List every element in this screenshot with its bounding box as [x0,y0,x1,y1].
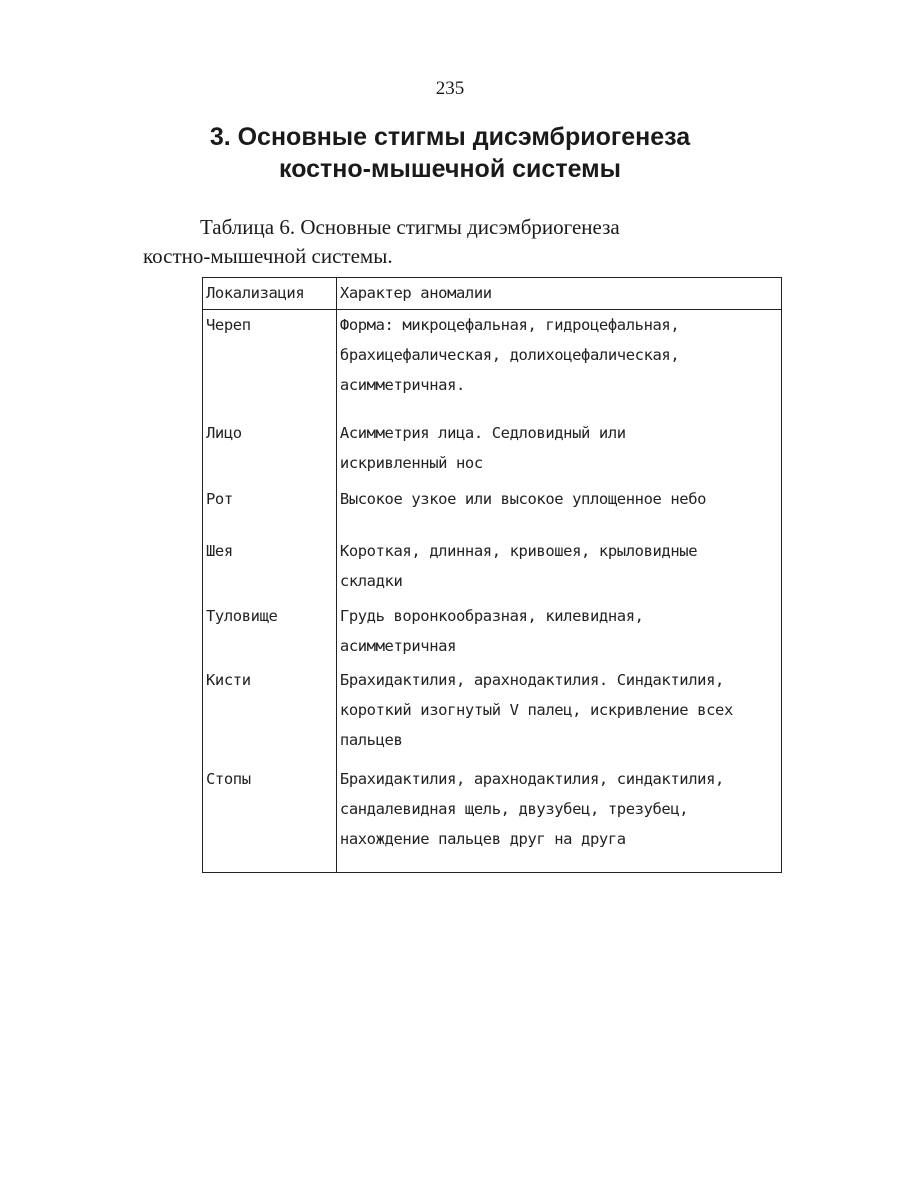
anomaly-line: Форма: микроцефальная, гидроцефальная, [339,316,680,334]
table-row [203,764,782,872]
header-location: Локализация [203,278,337,310]
anomaly-line: Брахидактилия, арахнодактилия, синдактилия, [339,770,724,789]
cell-location: Рот [203,484,337,536]
anomaly-line: Брахидактилия, арахнодактилия. Синдактилия, [339,671,724,690]
cell-location: Череп [203,310,337,418]
cell-anomaly [336,310,781,418]
cell-location: Шея [203,536,337,601]
cell-anomaly [336,665,781,764]
table-row [203,418,782,485]
anomaly-line: брахицефалическая, долихоцефалическая, [339,346,680,364]
section-heading [120,121,780,185]
table-row [203,536,782,601]
anomaly-line: Асимметрия лица. Седловидный или [339,423,626,442]
table-row [203,310,782,418]
cell-location: Кисти [203,665,337,764]
anomaly-line: короткий изогнутый V палец, искривление всех [339,701,733,720]
anomaly-line: Грудь воронкообразная, килевидная, [339,606,644,625]
table-caption [143,213,757,271]
cell-anomaly [336,418,781,485]
header-anomaly: Характер аномалии [336,278,781,310]
cell-anomaly [336,484,781,536]
anomaly-line: асимметричная. [339,376,465,394]
page-number: 235 [435,78,465,99]
cell-location: Лицо [203,418,337,485]
table-row [203,601,782,666]
cell-anomaly [336,601,781,666]
cell-location: Туловище [203,601,337,666]
anomaly-line: сандалевидная щель, двузубец, трезубец, [339,800,689,819]
table-row [203,484,782,536]
section-heading-line-2: костно-мышечной системы [279,155,621,183]
table-header-row [203,278,782,310]
table-row [203,665,782,764]
cell-anomaly [336,764,781,872]
anomaly-line: складки [339,572,403,591]
anomaly-line: пальцев [339,731,403,750]
anomaly-line: искривленный нос [339,453,483,472]
table-caption-line-2: костно-мышечной системы. [143,244,393,268]
cell-anomaly [336,536,781,601]
anomaly-line: Короткая, длинная, кривошея, крыловидные [339,542,698,561]
cell-location: Стопы [203,764,337,872]
section-heading-line-1: 3. Основные стигмы дисэмбриогенеза [209,123,691,151]
anomaly-line: Высокое узкое или высокое уплощенное небо [339,490,707,509]
stigma-table [202,277,782,873]
anomaly-line: нахождение пальцев друг на друга [339,830,626,849]
table-caption-line-1: Таблица 6. Основные стигмы дисэмбриогенеза [200,215,620,239]
anomaly-line: асимметричная [339,636,457,655]
